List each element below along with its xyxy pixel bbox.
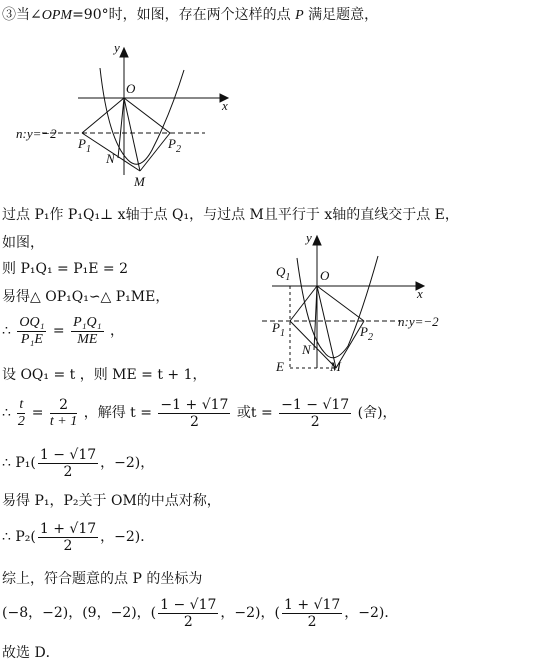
x-axis-label: x (417, 286, 423, 301)
step-marker: ③ (2, 7, 16, 23)
line-7: 设 OQ₁ = t ，则 ME = t + 1， (2, 367, 207, 383)
punct: ， (109, 323, 124, 339)
text: ，−2)，( (220, 605, 280, 621)
p2-sub: 2 (175, 144, 181, 155)
origin-label: O (126, 81, 136, 96)
y-axis-arrow (120, 48, 128, 57)
denominator: t + 1 (49, 413, 78, 429)
text: ，解得 t = (83, 405, 152, 421)
fraction (50, 397, 77, 430)
text: ∴ P₂( (2, 529, 36, 545)
text: 或t = (236, 405, 273, 421)
line-n-label: n:y=−2 (16, 126, 57, 141)
angle-name: OPM (41, 8, 73, 23)
denominator: 2 (307, 613, 317, 630)
therefore-symbol: ∴ (2, 323, 11, 339)
seg-op1 (82, 98, 124, 133)
denominator: 2 (63, 463, 73, 480)
m-label: M (330, 359, 341, 374)
equals: = (52, 323, 65, 339)
fraction (17, 397, 25, 430)
text: 满足题意， (308, 7, 379, 23)
fraction (158, 597, 218, 630)
q1-sub: 1 (285, 272, 291, 283)
figure-1 (0, 30, 260, 200)
text: ∴ P₁( (2, 455, 36, 471)
numerator: 2 (50, 397, 77, 414)
numerator: OQ₁ (19, 314, 45, 330)
text: (−8，−2)，(9，−2)，( (2, 605, 157, 621)
origin-label: O (320, 268, 330, 283)
y-axis-arrow (313, 236, 321, 245)
p2-letter: P (168, 136, 176, 151)
text: ，−2)， (100, 455, 155, 471)
x-axis-label: x (222, 98, 228, 113)
fraction (38, 447, 98, 480)
text: ，−2)． (344, 605, 399, 621)
line-12: 综上，符合题意的点 P 的坐标为 (2, 571, 203, 587)
y-axis-label: y (114, 40, 120, 55)
text: =90°时，如图，存在两个这样的点 (72, 7, 291, 23)
fraction (38, 521, 98, 554)
m-label: M (134, 174, 145, 189)
denominator: 2 (63, 537, 73, 554)
line-2: 过点 P₁作 P₁Q₁⊥ x轴于点 Q₁，与过点 M且平行于 x轴的直线交于点 E， (2, 207, 459, 223)
p2-sub: 2 (367, 332, 373, 343)
p1-letter: P (78, 136, 86, 151)
line-9 (2, 446, 154, 480)
denominator: 2 (17, 413, 25, 429)
p1-label (271, 320, 285, 339)
line-6 (2, 314, 124, 348)
figure-2 (262, 228, 462, 378)
numerator: 1 + √17 (283, 596, 341, 613)
numerator: 1 − √17 (160, 596, 217, 613)
line-11 (2, 520, 154, 554)
seg-on (118, 98, 124, 158)
numerator: t (19, 396, 24, 412)
fraction (282, 597, 342, 630)
q1-letter: Q (276, 264, 286, 279)
line-4: 则 P₁Q₁ = P₁E = 2 (2, 261, 128, 277)
q1-label (276, 264, 290, 283)
p2-letter: P (360, 324, 368, 339)
point-p: P (295, 8, 304, 23)
line-1 (2, 6, 378, 25)
numerator: −1 + √17 (160, 396, 229, 413)
line-8 (2, 396, 397, 430)
p1-label (77, 136, 91, 155)
line-3: 如图， (2, 235, 44, 251)
therefore-symbol: ∴ (2, 405, 11, 421)
text: (舍)， (357, 405, 397, 421)
denominator: P₁E (20, 331, 43, 347)
p1-sub: 1 (279, 328, 285, 339)
p1-letter: P (272, 320, 280, 335)
line-n-label: n:y=−2 (398, 314, 439, 329)
denominator: 2 (189, 413, 199, 430)
denominator: ME (77, 331, 98, 347)
denominator: 2 (310, 413, 320, 430)
denominator: 2 (183, 613, 193, 630)
seg-p2m (140, 133, 170, 171)
numerator: −1 − √17 (281, 396, 350, 413)
line-5: 易得△ OP₁Q₁∽△ P₁ME， (2, 289, 170, 305)
line-14: 故选 D． (2, 645, 60, 661)
equals: = (31, 405, 44, 421)
text: 当∠ (16, 7, 42, 23)
numerator: 1 + √17 (39, 520, 97, 537)
line-13 (2, 596, 398, 630)
numerator: P₁Q₁ (73, 314, 102, 330)
p2-label (167, 136, 181, 155)
text: ，−2)． (100, 529, 155, 545)
n-label: N (302, 342, 311, 357)
seg-op1 (290, 286, 317, 321)
e-label: E (276, 359, 284, 374)
p2-label (359, 324, 373, 343)
numerator: 1 − √17 (39, 446, 97, 463)
fraction (71, 315, 103, 348)
fraction (17, 315, 46, 348)
fraction (158, 397, 230, 430)
p1-sub: 1 (85, 144, 91, 155)
fraction (279, 397, 351, 430)
line-10: 易得 P₁，P₂关于 OM的中点对称， (2, 493, 221, 509)
n-label: N (106, 151, 115, 166)
y-axis-label: y (306, 230, 312, 245)
